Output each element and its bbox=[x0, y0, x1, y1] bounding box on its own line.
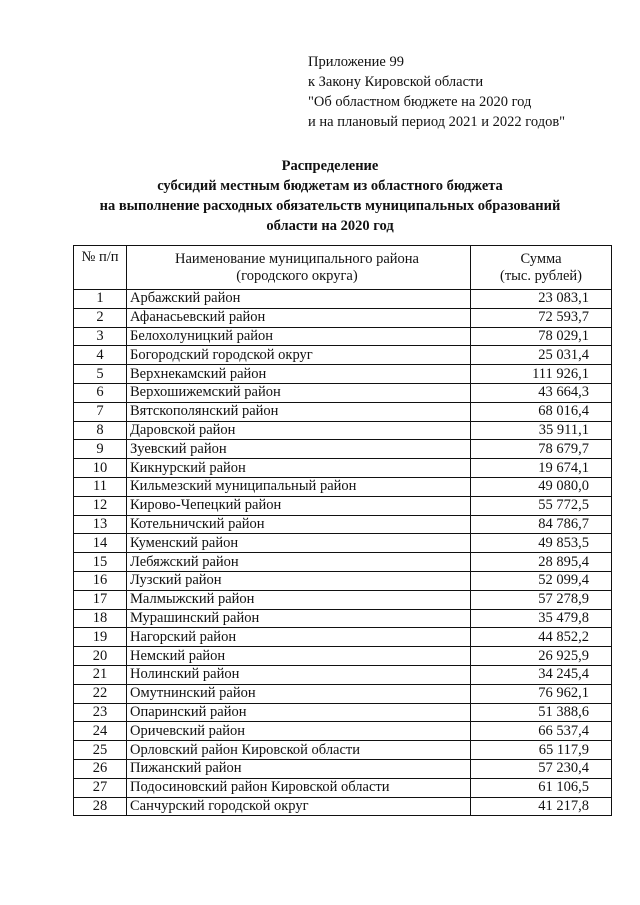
row-sum: 78 679,7 bbox=[471, 440, 612, 459]
table-row bbox=[74, 327, 612, 346]
row-district-name: Арбажский район bbox=[127, 290, 471, 309]
table-row bbox=[74, 778, 612, 797]
row-number: 22 bbox=[74, 684, 127, 703]
row-district-name: Опаринский район bbox=[127, 703, 471, 722]
row-number: 19 bbox=[74, 628, 127, 647]
header-sum bbox=[471, 246, 612, 290]
row-district-name: Котельничский район bbox=[127, 515, 471, 534]
table-row bbox=[74, 534, 612, 553]
row-number: 3 bbox=[74, 327, 127, 346]
table-row bbox=[74, 553, 612, 572]
title-line: области на 2020 год bbox=[266, 218, 394, 234]
table-row bbox=[74, 440, 612, 459]
annex-line: "Об областном бюджете на 2020 год bbox=[308, 94, 532, 110]
table-row bbox=[74, 590, 612, 609]
header-name-line: (городского округа) bbox=[236, 267, 358, 284]
header-name-line: Наименование муниципального района bbox=[175, 250, 419, 267]
row-number: 13 bbox=[74, 515, 127, 534]
row-number: 10 bbox=[74, 459, 127, 478]
row-sum: 28 895,4 bbox=[471, 553, 612, 572]
row-number: 20 bbox=[74, 647, 127, 666]
row-sum: 35 479,8 bbox=[471, 609, 612, 628]
row-district-name: Верхнекамский район bbox=[127, 365, 471, 384]
row-sum: 25 031,4 bbox=[471, 346, 612, 365]
row-number: 1 bbox=[74, 290, 127, 309]
row-sum: 57 230,4 bbox=[471, 759, 612, 778]
row-number: 9 bbox=[74, 440, 127, 459]
row-district-name: Богородский городской округ bbox=[127, 346, 471, 365]
row-district-name: Орловский район Кировской области bbox=[127, 741, 471, 760]
header-name bbox=[127, 246, 471, 290]
row-district-name: Санчурский городской округ bbox=[127, 797, 471, 816]
table-row bbox=[74, 383, 612, 402]
table-row bbox=[74, 290, 612, 309]
row-number: 27 bbox=[74, 778, 127, 797]
table-row bbox=[74, 308, 612, 327]
row-number: 28 bbox=[74, 797, 127, 816]
row-sum: 66 537,4 bbox=[471, 722, 612, 741]
row-district-name: Кикнурский район bbox=[127, 459, 471, 478]
row-district-name: Верхошижемский район bbox=[127, 383, 471, 402]
row-district-name: Вятскополянский район bbox=[127, 402, 471, 421]
row-number: 17 bbox=[74, 590, 127, 609]
table-row bbox=[74, 665, 612, 684]
title-line: субсидий местным бюджетам из областного бюджета bbox=[157, 178, 503, 194]
row-number: 24 bbox=[74, 722, 127, 741]
header-sum-line: Сумма bbox=[520, 250, 562, 267]
row-sum: 52 099,4 bbox=[471, 571, 612, 590]
row-sum: 84 786,7 bbox=[471, 515, 612, 534]
table-row bbox=[74, 609, 612, 628]
row-district-name: Зуевский район bbox=[127, 440, 471, 459]
annex-line: и на плановый период 2021 и 2022 годов" bbox=[308, 114, 566, 130]
row-number: 11 bbox=[74, 477, 127, 496]
row-number: 14 bbox=[74, 534, 127, 553]
table-row bbox=[74, 515, 612, 534]
row-district-name: Немский район bbox=[127, 647, 471, 666]
table-row bbox=[74, 571, 612, 590]
row-number: 12 bbox=[74, 496, 127, 515]
row-district-name: Пижанский район bbox=[127, 759, 471, 778]
row-district-name: Нолинский район bbox=[127, 665, 471, 684]
row-sum: 111 926,1 bbox=[471, 365, 612, 384]
title-line: Распределение bbox=[281, 158, 379, 174]
row-sum: 35 911,1 bbox=[471, 421, 612, 440]
table-row bbox=[74, 459, 612, 478]
row-number: 15 bbox=[74, 553, 127, 572]
annex-header bbox=[308, 52, 565, 132]
subsidy-table bbox=[73, 245, 612, 816]
row-district-name: Афанасьевский район bbox=[127, 308, 471, 327]
row-number: 26 bbox=[74, 759, 127, 778]
row-sum: 23 083,1 bbox=[471, 290, 612, 309]
row-sum: 65 117,9 bbox=[471, 741, 612, 760]
table-row bbox=[74, 684, 612, 703]
row-sum: 43 664,3 bbox=[471, 383, 612, 402]
row-sum: 55 772,5 bbox=[471, 496, 612, 515]
row-sum: 41 217,8 bbox=[471, 797, 612, 816]
row-district-name: Оричевский район bbox=[127, 722, 471, 741]
table-header-row bbox=[74, 246, 612, 290]
annex-line: Приложение 99 bbox=[308, 54, 404, 70]
row-sum: 78 029,1 bbox=[471, 327, 612, 346]
row-number: 25 bbox=[74, 741, 127, 760]
row-number: 5 bbox=[74, 365, 127, 384]
row-number: 18 bbox=[74, 609, 127, 628]
row-district-name: Лебяжский район bbox=[127, 553, 471, 572]
table-row bbox=[74, 703, 612, 722]
row-number: 8 bbox=[74, 421, 127, 440]
row-district-name: Белохолуницкий район bbox=[127, 327, 471, 346]
title-line: на выполнение расходных обязательств муниципальных образований bbox=[99, 198, 561, 214]
row-district-name: Лузский район bbox=[127, 571, 471, 590]
row-district-name: Омутнинский район bbox=[127, 684, 471, 703]
row-sum: 76 962,1 bbox=[471, 684, 612, 703]
row-number: 6 bbox=[74, 383, 127, 402]
table-row bbox=[74, 477, 612, 496]
row-sum: 51 388,6 bbox=[471, 703, 612, 722]
row-district-name: Нагорский район bbox=[127, 628, 471, 647]
row-district-name: Мурашинский район bbox=[127, 609, 471, 628]
row-number: 7 bbox=[74, 402, 127, 421]
row-district-name: Даровской район bbox=[127, 421, 471, 440]
row-district-name: Куменский район bbox=[127, 534, 471, 553]
table-row bbox=[74, 346, 612, 365]
table-row bbox=[74, 797, 612, 816]
table-row bbox=[74, 402, 612, 421]
row-number: 23 bbox=[74, 703, 127, 722]
row-district-name: Кильмезский муниципальный район bbox=[127, 477, 471, 496]
row-number: 2 bbox=[74, 308, 127, 327]
document-title bbox=[60, 156, 600, 236]
table-row bbox=[74, 628, 612, 647]
row-district-name: Кирово-Чепецкий район bbox=[127, 496, 471, 515]
row-district-name: Подосиновский район Кировской области bbox=[127, 778, 471, 797]
table-row bbox=[74, 759, 612, 778]
row-number: 16 bbox=[74, 571, 127, 590]
row-sum: 68 016,4 bbox=[471, 402, 612, 421]
table-row bbox=[74, 722, 612, 741]
row-sum: 61 106,5 bbox=[471, 778, 612, 797]
header-sum-line: (тыс. рублей) bbox=[500, 267, 582, 284]
table-row bbox=[74, 421, 612, 440]
row-sum: 49 080,0 bbox=[471, 477, 612, 496]
row-number: 21 bbox=[74, 665, 127, 684]
annex-line: к Закону Кировской области bbox=[308, 74, 484, 90]
row-sum: 44 852,2 bbox=[471, 628, 612, 647]
table-row bbox=[74, 365, 612, 384]
table-row bbox=[74, 647, 612, 666]
row-sum: 34 245,4 bbox=[471, 665, 612, 684]
header-num: № п/п bbox=[74, 246, 127, 290]
row-sum: 49 853,5 bbox=[471, 534, 612, 553]
row-sum: 72 593,7 bbox=[471, 308, 612, 327]
table-row bbox=[74, 741, 612, 760]
row-sum: 26 925,9 bbox=[471, 647, 612, 666]
row-number: 4 bbox=[74, 346, 127, 365]
row-district-name: Малмыжский район bbox=[127, 590, 471, 609]
row-sum: 19 674,1 bbox=[471, 459, 612, 478]
table-row bbox=[74, 496, 612, 515]
row-sum: 57 278,9 bbox=[471, 590, 612, 609]
